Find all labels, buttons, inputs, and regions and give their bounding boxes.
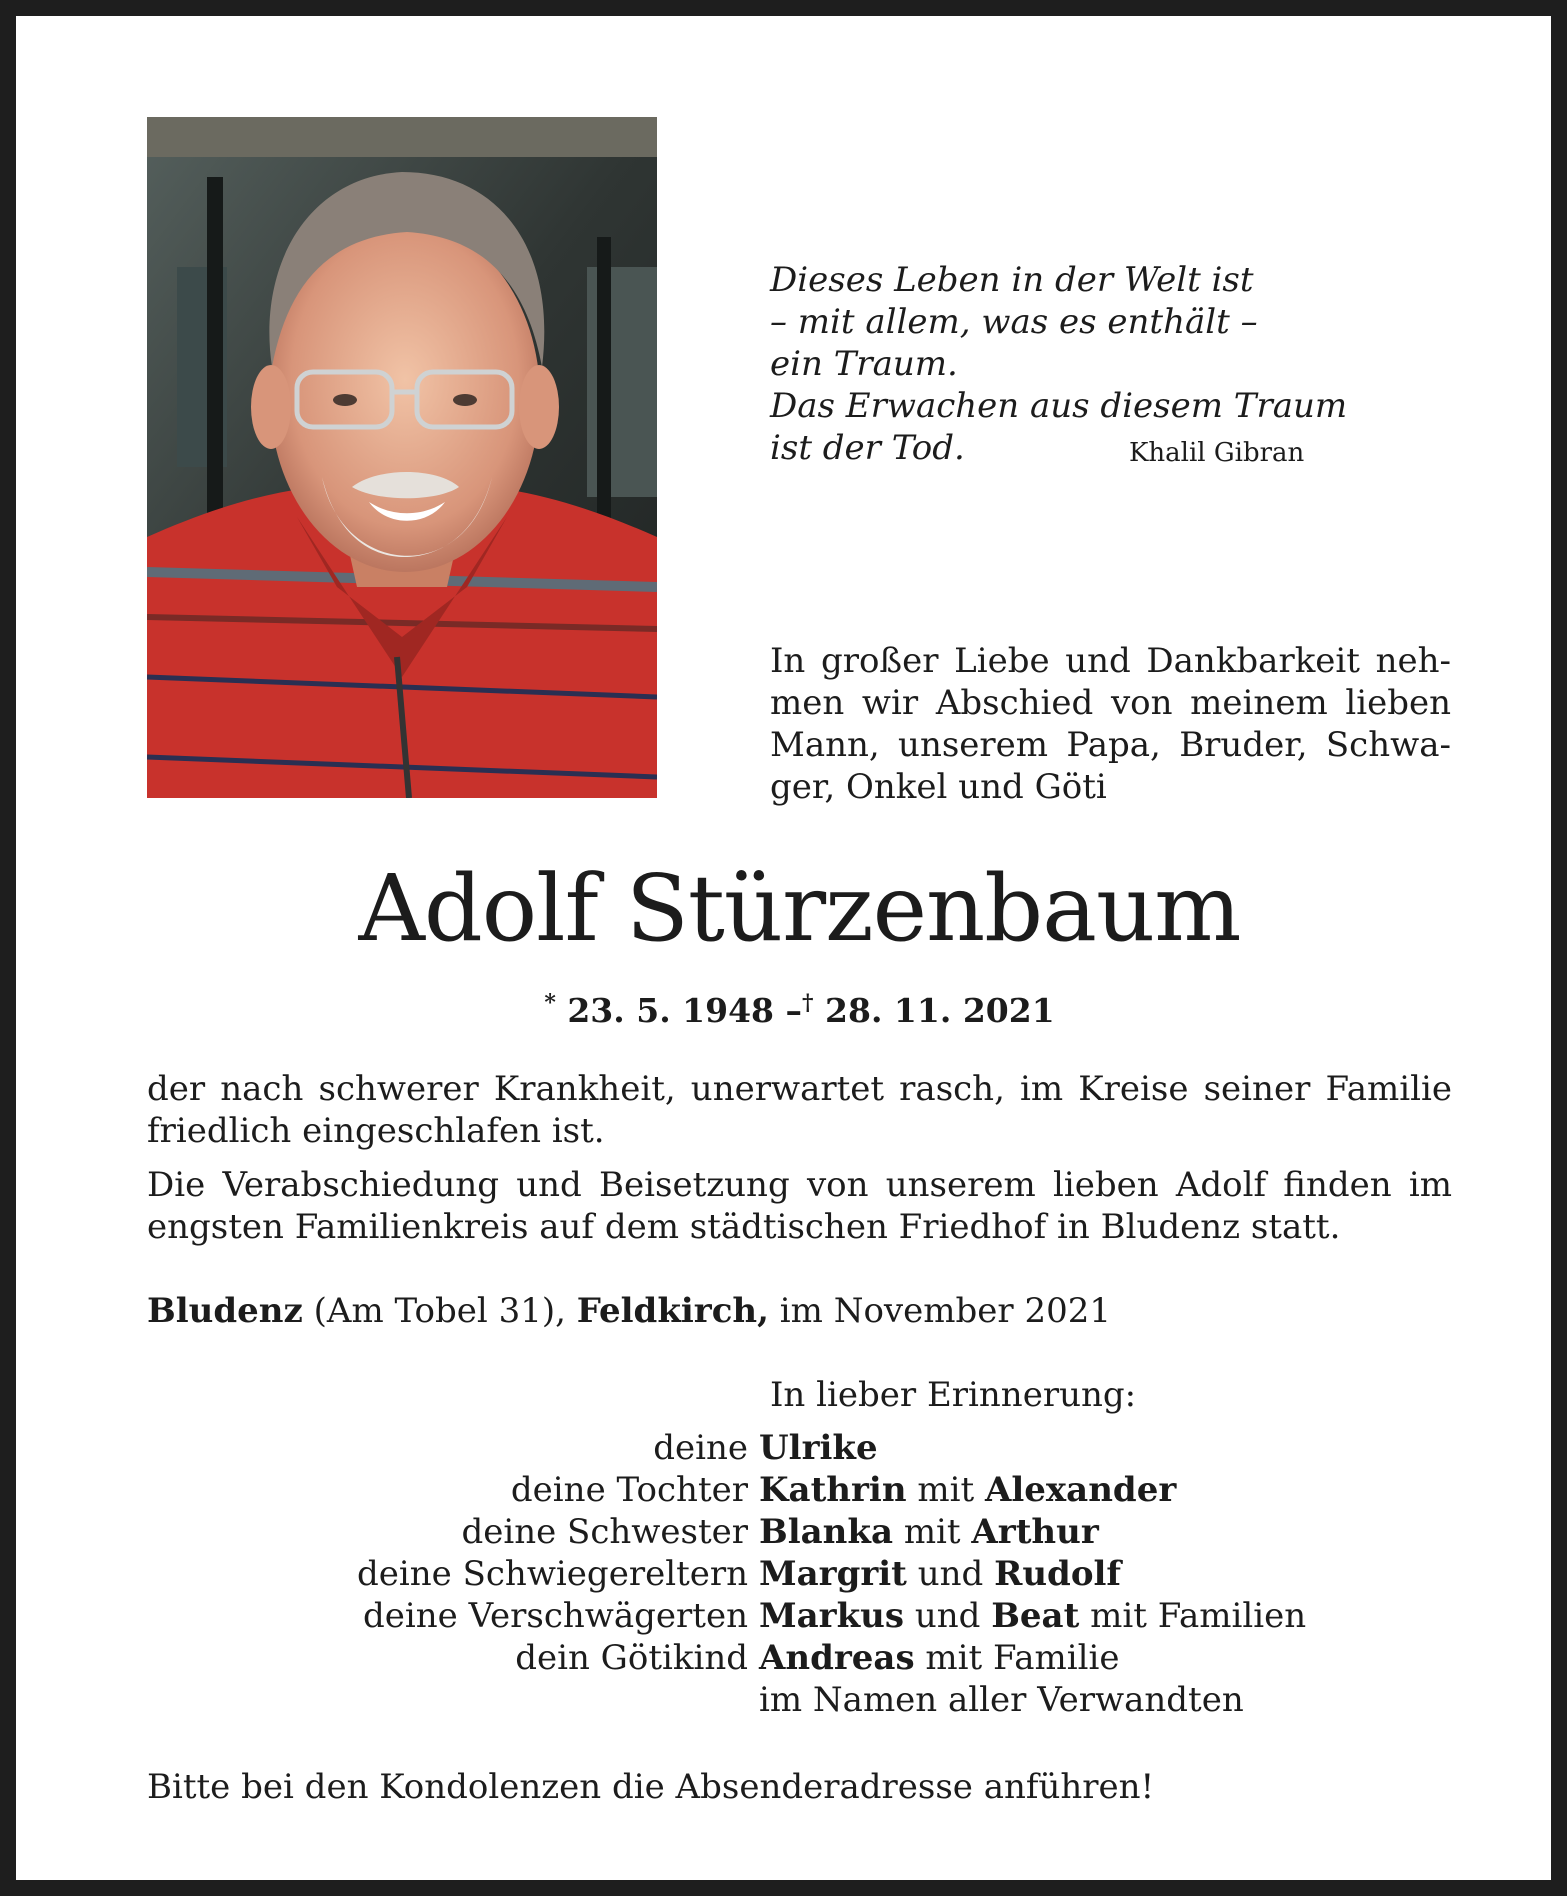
place-city-1: Bludenz <box>147 1291 303 1331</box>
mourner-names <box>759 1469 1452 1511</box>
mourner-conj: mit <box>903 1512 961 1552</box>
mourner-name: Rudolf <box>994 1554 1122 1594</box>
mourner-row <box>147 1637 1452 1679</box>
mourner-row <box>147 1553 1452 1595</box>
paragraph-passing <box>147 1068 1452 1152</box>
quote-line: – mit allem, was es enthält – <box>770 302 1258 342</box>
mourner-name: Andreas <box>759 1638 915 1678</box>
mourner-row <box>147 1427 1452 1469</box>
place-date: im November 2021 <box>779 1291 1111 1331</box>
birth-date: 23. 5. 1948 <box>567 991 775 1030</box>
mourner-suffix: mit Familien <box>1090 1596 1307 1636</box>
mourner-name: Margrit <box>759 1554 907 1594</box>
quote-author: Khalil Gibran <box>1129 438 1305 468</box>
paragraph-line: der nach schwerer Krankheit, unerwartet rasch, im Kreise seiner Familie <box>147 1069 1452 1109</box>
mourner-names <box>759 1637 1452 1679</box>
mourner-name: Arthur <box>971 1512 1099 1552</box>
life-dates <box>16 982 1567 1032</box>
mourner-row <box>147 1679 1452 1721</box>
mourner-name: Beat <box>991 1596 1080 1636</box>
mourner-conj: und <box>917 1554 984 1594</box>
mourner-relation: deine Verschwägerten <box>363 1596 748 1636</box>
mourner-relation: dein Götikind <box>515 1638 748 1678</box>
footer-note: Bitte bei den Kondolenzen die Absenderadresse anführen! <box>147 1767 1155 1807</box>
death-symbol: † <box>802 990 814 1016</box>
mourner-names <box>759 1427 1452 1469</box>
place-address: (Am Tobel 31), <box>313 1291 566 1331</box>
portrait-photo <box>147 117 657 798</box>
mourner-name: Ulrike <box>759 1428 878 1468</box>
mourner-name: Blanka <box>759 1512 893 1552</box>
paragraph-funeral <box>147 1164 1452 1248</box>
portrait-illustration <box>147 117 657 798</box>
mourner-name: Kathrin <box>759 1470 907 1510</box>
mourner-conj: im Namen aller Verwandten <box>759 1680 1244 1720</box>
mourner-conj: mit Familie <box>925 1638 1120 1678</box>
paragraph-line: engsten Familienkreis auf dem städtischen Friedhof in Bludenz statt. <box>147 1207 1341 1247</box>
mourner-name: Markus <box>759 1596 904 1636</box>
mourner-names <box>759 1511 1452 1553</box>
intro-line: ger, Onkel und Göti <box>770 767 1107 807</box>
mourners-list <box>147 1427 1452 1721</box>
deceased-name: Adolf Stürzenbaum <box>358 855 1241 962</box>
quote-line: ist der Tod. <box>770 428 965 468</box>
place-city-2: Feldkirch, <box>576 1291 769 1331</box>
death-date: 28. 11. 2021 <box>825 991 1055 1030</box>
mourner-conj: und <box>914 1596 981 1636</box>
mourner-relation: deine Tochter <box>510 1470 748 1510</box>
mourner-conj: mit <box>917 1470 975 1510</box>
mourner-row <box>147 1595 1452 1637</box>
mourner-row <box>147 1511 1452 1553</box>
mourner-relation: deine Schwiegereltern <box>357 1554 748 1594</box>
paragraph-line: friedlich eingeschlafen ist. <box>147 1111 605 1151</box>
mourner-row <box>147 1469 1452 1511</box>
quote-line: Das Erwachen aus diesem Traum <box>770 386 1348 426</box>
mourner-names <box>759 1679 1452 1721</box>
date-separator: – <box>785 991 803 1030</box>
mourner-relation: deine <box>653 1428 748 1468</box>
mourner-relation: deine Schwester <box>461 1512 748 1552</box>
mourner-name: Alexander <box>984 1470 1177 1510</box>
memory-heading: In lieber Erinnerung: <box>770 1375 1137 1415</box>
intro-line: men wir Abschied von meinem lieben <box>770 683 1451 723</box>
intro-line: Mann, unserem Papa, Bruder, Schwa- <box>770 725 1451 765</box>
mourner-names <box>759 1553 1452 1595</box>
quote-line: Dieses Leben in der Welt ist <box>770 260 1254 300</box>
birth-symbol: * <box>544 990 556 1016</box>
mourner-names <box>759 1595 1452 1637</box>
paragraph-line: Die Verabschiedung und Beisetzung von unserem lieben Adolf finden im <box>147 1165 1452 1205</box>
intro-text <box>770 640 1451 808</box>
mourner-relation <box>147 1679 759 1721</box>
quote-line: ein Traum. <box>770 344 958 384</box>
intro-line: In großer Liebe und Dankbarkeit neh- <box>770 641 1451 681</box>
place-and-date <box>147 1290 1111 1332</box>
